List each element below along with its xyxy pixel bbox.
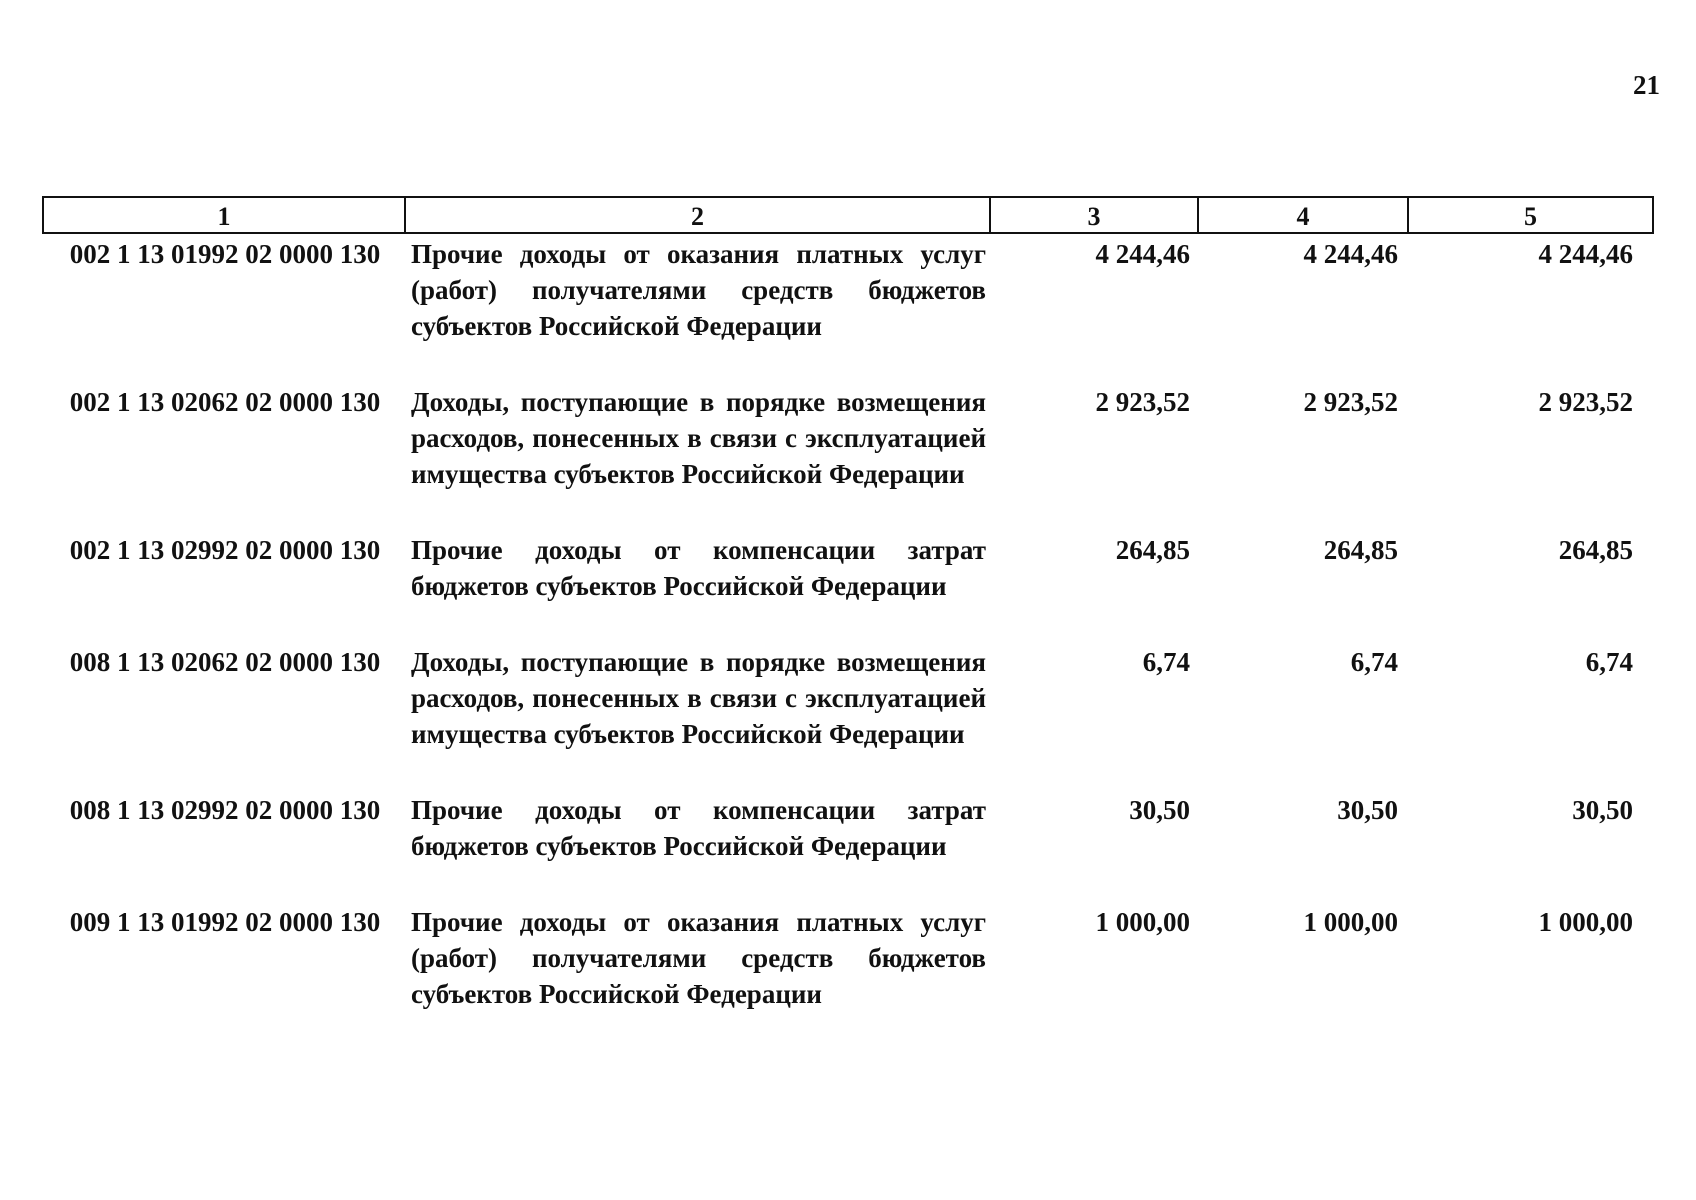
amount-col-5: 1 000,00	[1538, 907, 1633, 937]
revenue-code: 002 1 13 02992 02 0000 130	[69, 535, 381, 565]
amount-col-4: 264,85	[1323, 535, 1398, 565]
amount-col-4: 30,50	[1337, 795, 1398, 825]
table-header	[43, 197, 1653, 233]
amount-col-3: 4 244,46	[1095, 239, 1190, 269]
amount-col-4: 2 923,52	[1303, 387, 1398, 417]
revenue-name: Доходы, поступающие в порядке возмещения расходов, понесенных в связи с эксплуатацией имущества субъектов Российской Федерации	[411, 387, 986, 489]
revenue-code: 008 1 13 02062 02 0000 130	[69, 647, 381, 677]
amount-col-3: 6,74	[1142, 647, 1190, 677]
revenue-code: 009 1 13 01992 02 0000 130	[69, 907, 381, 937]
header-row	[43, 197, 1653, 233]
column-header-4: 4	[1198, 197, 1408, 233]
revenue-name: Прочие доходы от компенсации затрат бюджетов субъектов Российской Федерации	[411, 795, 986, 861]
amount-col-4: 4 244,46	[1303, 239, 1398, 269]
revenue-code: 002 1 13 02062 02 0000 130	[69, 387, 381, 417]
column-header-3: 3	[990, 197, 1198, 233]
table-row	[43, 530, 1653, 642]
column-header-1: 1	[43, 197, 405, 233]
revenue-name: Прочие доходы от оказания платных услуг (работ) получателями средств бюджетов субъектов Российской Федерации	[411, 907, 986, 1009]
revenue-name: Прочие доходы от компенсации затрат бюджетов субъектов Российской Федерации	[411, 535, 986, 601]
table-row	[43, 382, 1653, 530]
table-row	[43, 790, 1653, 902]
revenue-code: 008 1 13 02992 02 0000 130	[69, 795, 381, 825]
amount-col-3: 30,50	[1129, 795, 1190, 825]
amount-col-4: 1 000,00	[1303, 907, 1398, 937]
amount-col-5: 6,74	[1585, 647, 1633, 677]
amount-col-5: 2 923,52	[1538, 387, 1633, 417]
table-row	[43, 233, 1653, 382]
column-header-2: 2	[405, 197, 990, 233]
amount-col-3: 2 923,52	[1095, 387, 1190, 417]
amount-col-3: 264,85	[1115, 535, 1190, 565]
revenue-name: Прочие доходы от оказания платных услуг (работ) получателями средств бюджетов субъектов Российской Федерации	[411, 239, 986, 341]
table-body	[43, 233, 1653, 1050]
amount-col-4: 6,74	[1350, 647, 1398, 677]
column-header-5: 5	[1408, 197, 1653, 233]
amount-col-5: 264,85	[1558, 535, 1633, 565]
table-row	[43, 642, 1653, 790]
amount-col-5: 4 244,46	[1538, 239, 1633, 269]
amount-col-3: 1 000,00	[1095, 907, 1190, 937]
amount-col-5: 30,50	[1572, 795, 1633, 825]
table-row	[43, 902, 1653, 1050]
revenue-table	[42, 196, 1654, 1050]
revenue-name: Доходы, поступающие в порядке возмещения расходов, понесенных в связи с эксплуатацией имущества субъектов Российской Федерации	[411, 647, 986, 749]
page-number: 21	[1633, 70, 1660, 100]
revenue-code: 002 1 13 01992 02 0000 130	[69, 239, 381, 269]
